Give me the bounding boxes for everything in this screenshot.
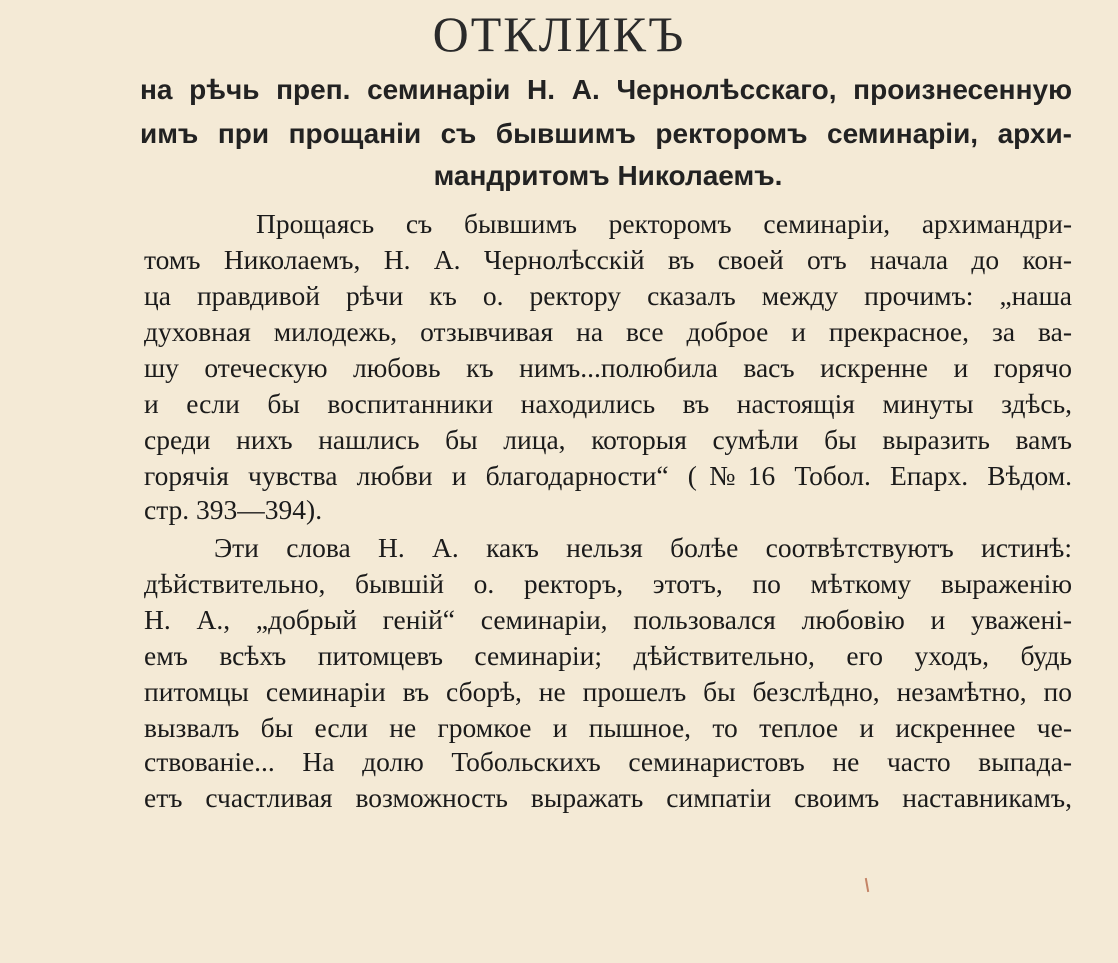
- paragraph2-line: питомцы семинаріи въ сборѣ, не прошелъ бы безслѣдно, незамѣтно, по: [144, 676, 1072, 707]
- paragraph1-line: духовная милодежь, отзывчивая на все доброе и прекрасное, за ва-: [144, 316, 1072, 347]
- document-title: ОТКЛИКЪ: [432, 6, 686, 62]
- heading-line: имъ при прощаніи съ бывшимъ ректоромъ семинаріи, архи-: [140, 118, 1072, 149]
- paragraph2-line: вызвалъ бы если не громкое и пышное, то теплое и искреннее че-: [144, 712, 1072, 743]
- heading-line: мандритомъ Николаемъ.: [433, 160, 783, 191]
- heading-line: на рѣчь преп. семинаріи Н. А. Чернолѣсскаго, произнесенную: [140, 74, 1072, 105]
- paragraph1-line: и если бы воспитанники находились въ настоящія минуты здѣсь,: [144, 388, 1072, 419]
- ink-mark: [865, 878, 869, 892]
- paragraph2-line: Н. А., „добрый геній“ семинаріи, пользовался любовію и уваженi-: [144, 604, 1072, 635]
- paragraph1-line: шу отеческую любовь къ нимъ...полюбила васъ искренне и горячо: [144, 352, 1072, 383]
- paragraph2-line: Эти слова Н. А. какъ нельзя болѣе соотвѣтствуютъ истинѣ:: [214, 532, 1072, 563]
- paragraph1-line: томъ Николаемъ, Н. А. Чернолѣсскій въ своей отъ начала до кон-: [144, 244, 1072, 275]
- paragraph2-line: емъ всѣхъ питомцевъ семинаріи; дѣйствительно, его уходъ, будь: [144, 640, 1072, 671]
- paragraph2-line: дѣйствительно, бывшій о. ректоръ, этотъ, по мѣткому выраженію: [144, 568, 1072, 599]
- paragraph1-line: стр. 393—394).: [144, 494, 323, 525]
- paragraph1-line: среди нихъ нашлись бы лица, которыя сумѣли бы выразить вамъ: [144, 424, 1072, 455]
- paragraph2-line: ствованіе... На долю Тобольскихъ семинаристовъ не часто выпада-: [144, 746, 1072, 777]
- paragraph2-line: етъ счастливая возможность выражать симпатіи своимъ наставникамъ,: [144, 782, 1072, 813]
- paragraph1-line: горячія чувства любви и благодарности“ (№16 Тобол. Епарх. Вѣдом.: [144, 460, 1072, 491]
- paragraph1-line: Прощаясь съ бывшимъ ректоромъ семинаріи, архимандри-: [256, 208, 1072, 239]
- paragraph1-line: ца правдивой рѣчи къ о. ректору сказалъ между прочимъ: „наша: [144, 280, 1072, 311]
